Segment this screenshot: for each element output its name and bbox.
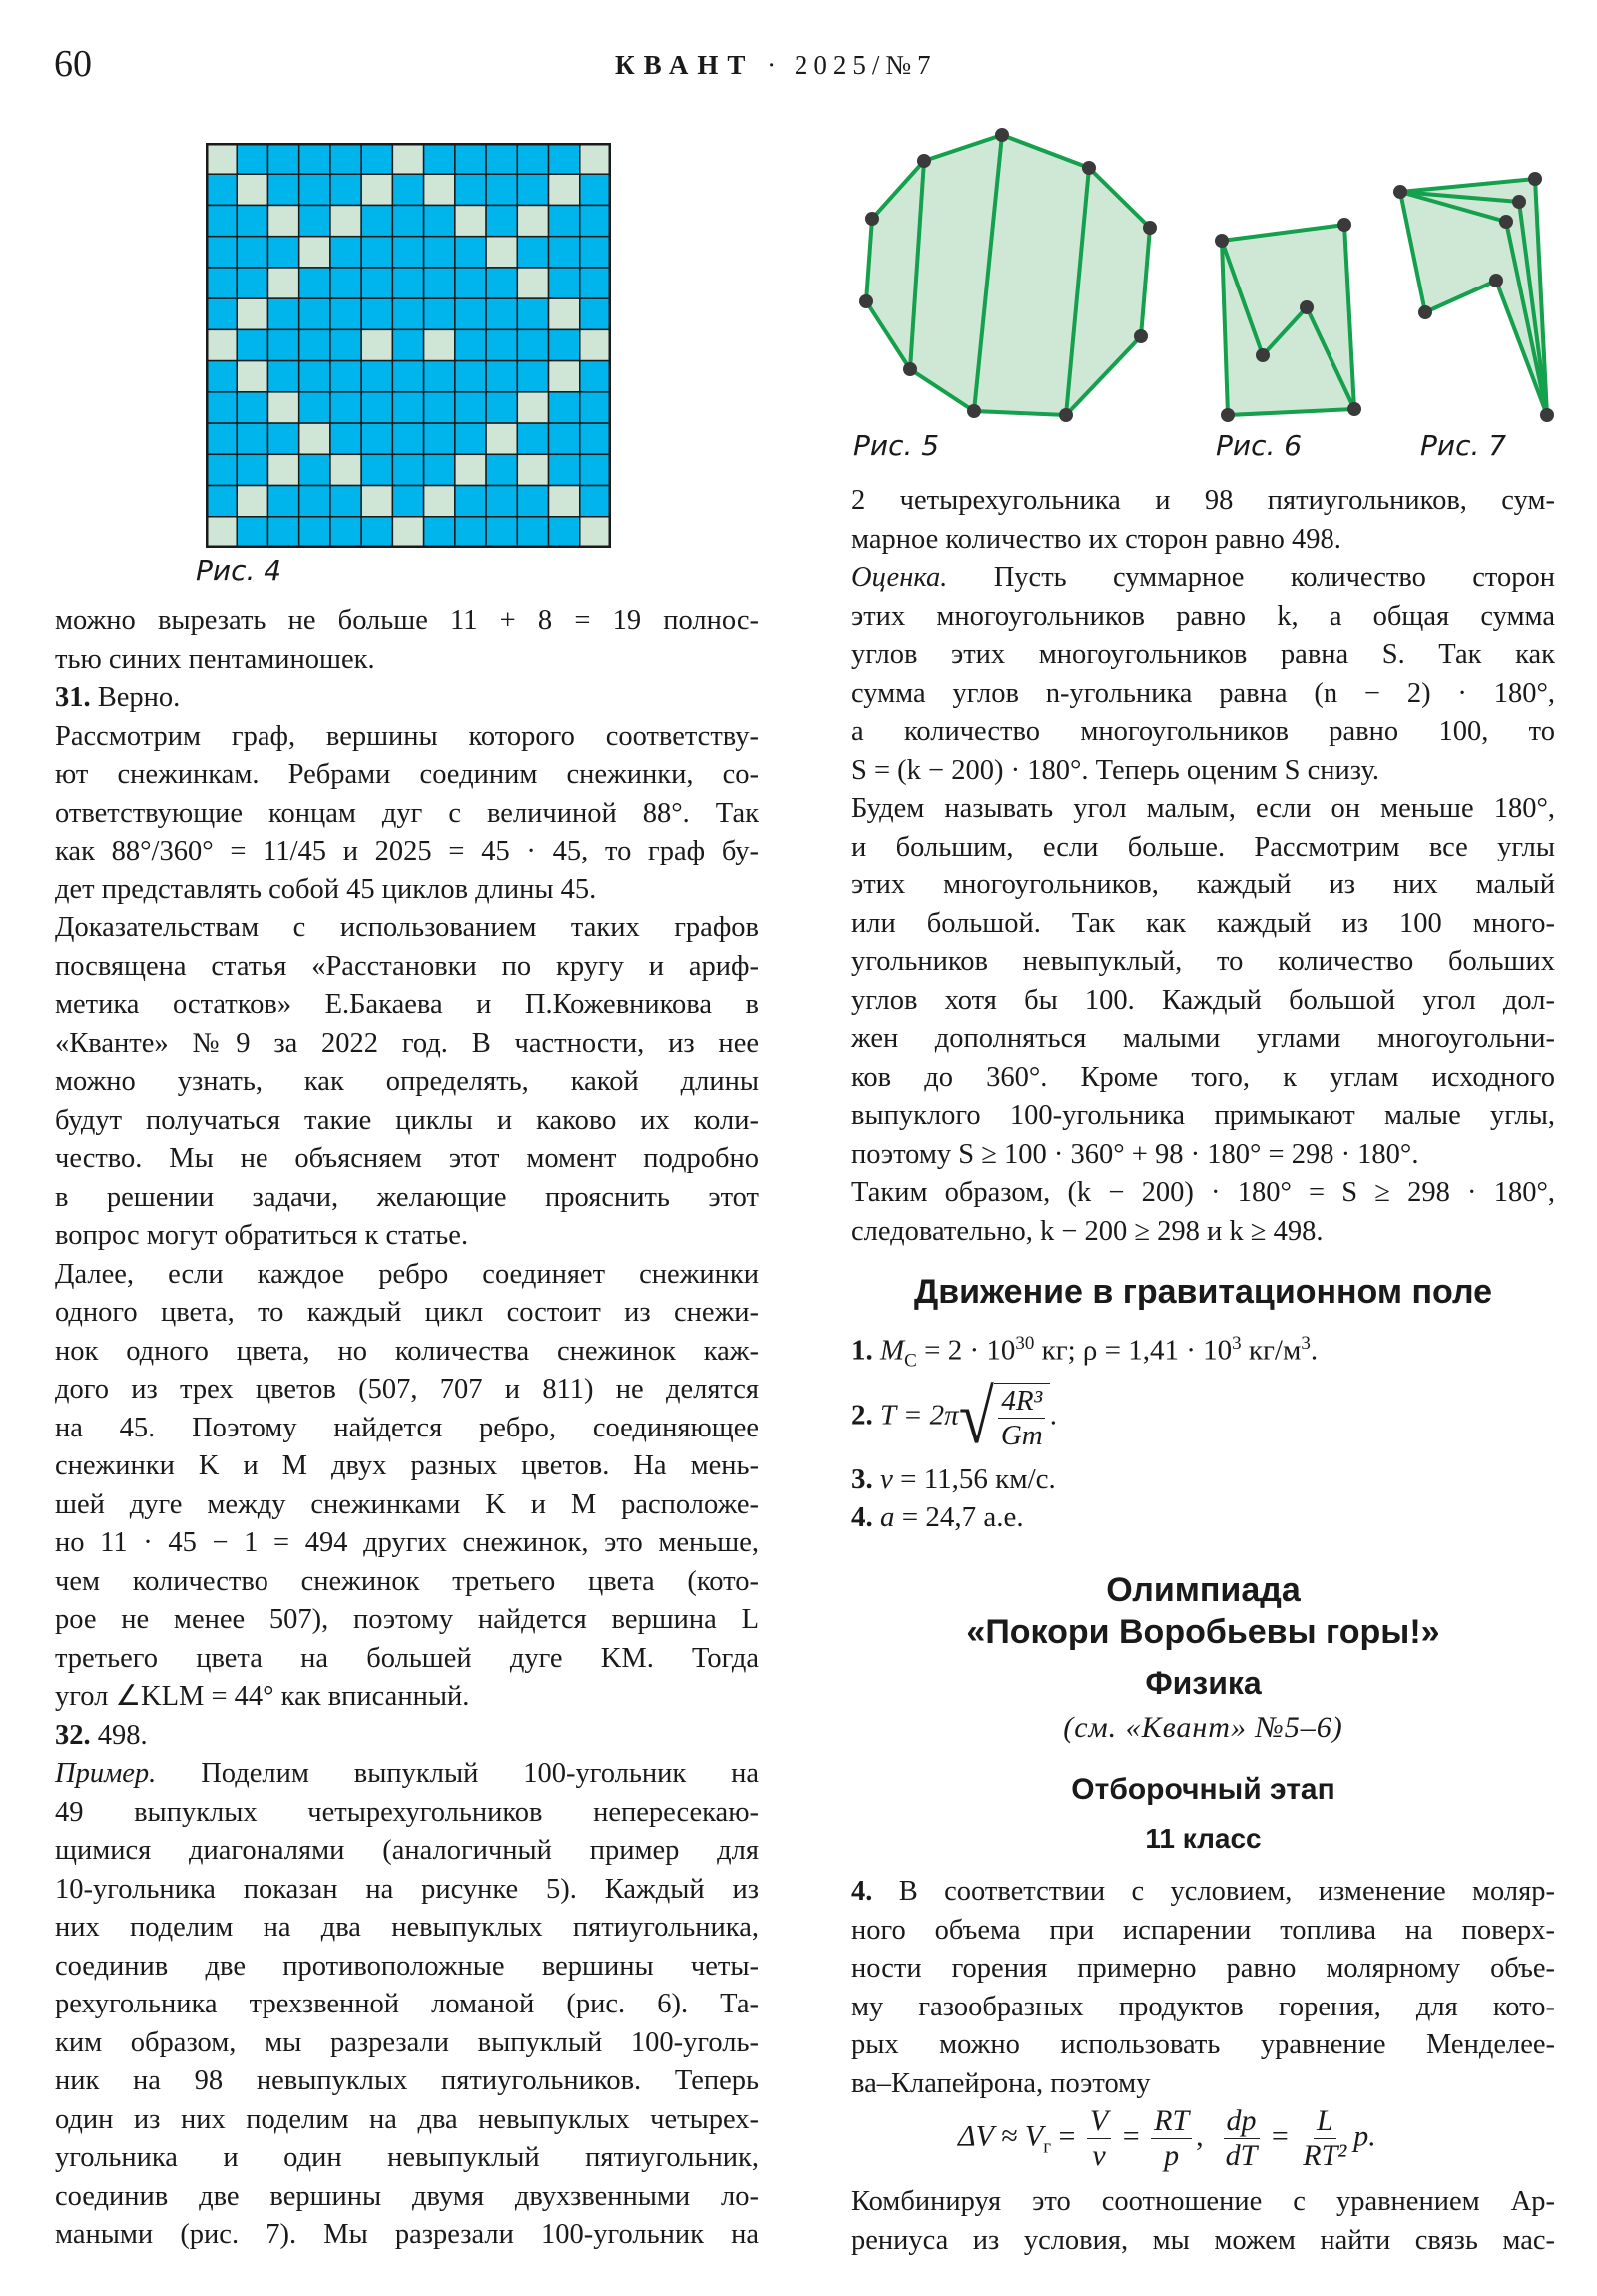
grid-cell-blue [361, 517, 392, 548]
text-line [55, 1063, 759, 1102]
line-text: Верно. [90, 682, 181, 713]
grade-heading: 11 класс [1145, 1823, 1262, 1854]
grid-cell-blue [361, 454, 392, 485]
line-text: шей дуге между снежинками K и M расположе- [55, 1488, 759, 1520]
answer-number: 3. [851, 1463, 873, 1495]
line-text: В соответствии с условием, изменение моляр- [872, 1876, 1555, 1907]
figure-6-quadrilateral [1222, 225, 1354, 415]
math-text: = 11,56 км/с. [892, 1463, 1056, 1495]
line-text: дет представлять собой 45 циклов длины 45. [55, 873, 597, 905]
text-line [851, 905, 1555, 944]
line-text: сумма углов n-угольника равна (n − 2) · 180°, [851, 677, 1555, 709]
line-text: ного объема при испарении топлива на поверх- [851, 1914, 1555, 1946]
line-text: нок одного цвета, но количества снежинок каж- [55, 1335, 759, 1367]
grid-cell-light [580, 517, 611, 548]
text-line [55, 718, 759, 757]
grid-cell-light [549, 486, 580, 517]
line-text: марное количество их сторон равно 498. [851, 523, 1341, 555]
text-line [55, 1871, 759, 1910]
line-text: снежинки K и M двух разных цветов. На мень- [55, 1450, 759, 1481]
text-line [851, 482, 1555, 521]
superscript: 3 [1301, 1333, 1311, 1354]
superscript: 30 [1015, 1333, 1035, 1354]
text-line [55, 2062, 759, 2101]
grid-cell-blue [549, 517, 580, 548]
line-text: одного цвета, то каждый цикл состоит из снежи- [55, 1297, 759, 1328]
right-column-text [851, 482, 1555, 1251]
grid-cell-blue [330, 517, 361, 548]
line-text: Таким образом, (k − 200) · 180° = S ≥ 298 · 180°, [851, 1177, 1555, 1208]
denominator: Gm [1000, 1420, 1043, 1451]
line-text: этих многоугольников, каждый из них малый [851, 869, 1555, 900]
line-text: Рассмотрим граф, вершины которого соответству- [55, 720, 759, 752]
separator: · [767, 50, 783, 80]
text-line [55, 2024, 759, 2063]
line-text: ют снежинкам. Ребрами соединим снежинки, со- [55, 759, 759, 790]
grid-cell-light [206, 517, 237, 548]
grid-cell-blue [424, 517, 455, 548]
grid-cell-light [237, 486, 267, 517]
line-text: рых можно использовать уравнение Менделее- [851, 2029, 1555, 2060]
line-text: жен дополняться малыми углами многоугольни- [851, 1023, 1555, 1054]
text-line [55, 679, 759, 718]
line-text: 10-угольника показан на рисунке 5). Каждый из [55, 1873, 759, 1905]
math-var: v [880, 1463, 893, 1495]
line-text: Будем называть угол малым, если он меньше 180°, [851, 793, 1555, 824]
text-line [55, 1640, 759, 1679]
text-line [55, 833, 759, 871]
text-line [55, 2178, 759, 2217]
figure-6-caption: Рис. 6 [1216, 429, 1303, 462]
grid-cell-blue [206, 486, 237, 517]
line-text: но 11 · 45 − 1 = 494 других снежинок, это меньше, [55, 1527, 759, 1558]
text-line [851, 2183, 1555, 2222]
text-line [851, 1136, 1555, 1175]
answer-4 [851, 1501, 1024, 1534]
text-line [851, 1873, 1555, 1912]
figure-4-caption: Рис. 4 [196, 554, 282, 587]
line-text: Комбинируя это соотношение с уравнением Ар- [851, 2186, 1555, 2217]
math-var: a [880, 1501, 895, 1533]
grid-cell-blue [237, 454, 267, 485]
math-text: кг; ρ = 1,41 · 10 [1034, 1334, 1233, 1367]
text-line [55, 1486, 759, 1525]
line-text: Пусть суммарное количество сторон [947, 562, 1555, 593]
math-text: T = 2π [880, 1399, 959, 1432]
line-text: следовательно, k − 200 ≥ 298 и k ≥ 498. [851, 1215, 1324, 1247]
line-text: маными (рис. 7). Мы разрезали 100-угольник на [55, 2219, 759, 2250]
grid-cell-blue [455, 486, 486, 517]
line-text: рое не менее 507), поэтому найдется вершина L [55, 1604, 759, 1635]
grid-cell-blue [299, 517, 330, 548]
italic-lead: Пример. [55, 1758, 157, 1789]
math-text: = 24,7 а.е. [894, 1501, 1024, 1533]
line-text: вопрос могут обратиться к статье. [55, 1220, 469, 1251]
answer-2: 2. T = 2π √ $\frac{\text{4R³}}{Gm}$ . [851, 1374, 1057, 1459]
text-line [55, 1717, 759, 1756]
grid-cell-light [392, 517, 423, 548]
olympiad-name: «Покори Воробьевы горы!» [966, 1613, 1440, 1651]
line-text: угольников невыпуклый, то количество больших [851, 946, 1555, 977]
page-number: 60 [54, 43, 92, 85]
line-text: на 45. Поэтому найдется ребро, соединяющее [55, 1412, 759, 1443]
text-line [55, 1410, 759, 1448]
text-line [851, 1174, 1555, 1213]
text-line [851, 2065, 1555, 2104]
text-line [851, 982, 1555, 1021]
line-text: ности горения примерно равно молярному объе- [851, 1953, 1555, 1984]
text-line [55, 1832, 759, 1871]
line-text: углов этих многоугольников равна S. Так как [851, 639, 1555, 670]
line-text: Поделим выпуклый 100-угольник на [156, 1758, 759, 1789]
math-var: M [880, 1334, 905, 1367]
line-text: один из них поделим на два невыпуклых четырех- [55, 2103, 759, 2135]
text-line [851, 521, 1555, 560]
text-line [55, 2216, 759, 2255]
text-line [851, 1097, 1555, 1136]
line-text: ков до 360°. Кроме того, к углам исходного [851, 1061, 1555, 1093]
line-text: Доказательствам с использованием таких графов [55, 912, 759, 943]
figure-7-caption: Рис. 7 [1420, 429, 1507, 462]
text-line [55, 795, 759, 834]
grid-cell-blue [517, 517, 548, 548]
answer-number: 2. [851, 1399, 873, 1432]
superscript: 3 [1232, 1333, 1242, 1354]
grid-cell-blue [299, 454, 330, 485]
line-text: Далее, если каждое ребро соединяет снежинки [55, 1258, 759, 1290]
line-text: «Кванте» №9 за 2022 год. В частности, из нее [55, 1027, 759, 1059]
figures-5-7 [0, 0, 1597, 439]
text-line [851, 675, 1555, 714]
line-text: поэтому S ≥ 100 · 360° + 98 · 180° = 298 · 180°. [851, 1138, 1419, 1170]
line-text: S = (k − 200) · 180°. Теперь оценим S снизу. [851, 754, 1379, 786]
olympiad-formula: $\Delta V \approx V_г$ = $\frac{V}{\nu}$ = $\frac{RT}{p}$ , $\frac{dp}{dT}$ = $\frac{L}{\text{RT²}}$ p. [958, 2104, 1376, 2172]
line-text: них поделим на два невыпуклых пятиугольника, [55, 1912, 759, 1943]
answer-3 [851, 1463, 1056, 1496]
grid-cell-blue [549, 454, 580, 485]
text-line [851, 1912, 1555, 1951]
olympiad-text [851, 1873, 1555, 2103]
text-line [55, 1563, 759, 1602]
grid-cell-blue [424, 454, 455, 485]
text-line [55, 756, 759, 795]
line-text: соединив две вершины двумя двухзвенными ло- [55, 2180, 759, 2212]
text-line [55, 1333, 759, 1372]
grid-cell-blue [267, 486, 298, 517]
reference: (см. «Квант» №5–6) [1063, 1711, 1343, 1744]
grid-cell-blue [517, 486, 548, 517]
text-line [55, 1179, 759, 1218]
olympiad-title: Олимпиада [1106, 1571, 1301, 1609]
numerator: 4R³ [998, 1384, 1045, 1419]
text-line [851, 790, 1555, 829]
line-text: углов хотя бы 100. Каждый большой угол дол- [851, 984, 1555, 1016]
text-line [851, 1213, 1555, 1252]
text-line [851, 752, 1555, 791]
italic-lead: Оценка. [851, 562, 948, 593]
line-text: третьего цвета на большей дуге KM. Тогда [55, 1642, 759, 1674]
text-line [55, 1909, 759, 1948]
line-text: щимися диагоналями (аналогичный пример для [55, 1835, 759, 1866]
grid-cell-blue [392, 486, 423, 517]
line-text: а количество многоугольников равно 100, то [851, 716, 1555, 747]
text-line [55, 948, 759, 987]
line-text: выпуклого 100-угольника примыкают малые углы, [851, 1100, 1555, 1131]
grid-cell-light [267, 454, 298, 485]
text-line [55, 1447, 759, 1486]
journal-name: КВАНТ [615, 50, 755, 80]
line-text: можно вырезать не больше 11 + 8 = 19 полнос- [55, 605, 759, 636]
line-text: ответствующие концам дуг с величиной 88°. Так [55, 797, 759, 829]
line-text: дого из трех цветов (507, 707 и 811) не делятся [55, 1374, 759, 1405]
text-line [851, 943, 1555, 982]
grid-cell-blue [267, 517, 298, 548]
text-line [55, 1948, 759, 1987]
text-line [55, 1678, 759, 1717]
text-line [55, 1524, 759, 1563]
text-line [851, 559, 1555, 598]
text-line [851, 1059, 1555, 1098]
section-heading-gravity: Движение в гравитационном поле [913, 1273, 1492, 1311]
problem-number: 4. [851, 1876, 873, 1907]
text-line [55, 1794, 759, 1833]
answer-number: 1. [851, 1334, 873, 1367]
text-line [55, 1102, 759, 1141]
text-line [55, 1217, 759, 1256]
line-text: или большой. Так как каждый из 100 много- [851, 907, 1555, 939]
line-text: ник на 98 невыпуклых пятиугольников. Теперь [55, 2065, 759, 2096]
text-line [851, 1989, 1555, 2027]
problem-number: 31. [55, 682, 91, 713]
text-line [55, 1256, 759, 1295]
line-text: ва–Клапейрона, поэтому [851, 2067, 1151, 2099]
text-line [55, 1140, 759, 1179]
figure-7-pentagon [1400, 179, 1547, 415]
line-text: как 88°/360° = 11/45 и 2025 = 45 · 45, то граф бу- [55, 836, 759, 866]
figure-5-caption: Рис. 5 [853, 429, 940, 462]
text-line [55, 986, 759, 1025]
line-text: 49 выпуклых четырехугольников непересекаю- [55, 1796, 759, 1828]
text-line [55, 871, 759, 910]
line-text: можно узнать, как определять, какой длины [55, 1066, 759, 1097]
text-line [55, 1025, 759, 1064]
problem-number: 32. [55, 1719, 91, 1751]
left-column-text [55, 602, 759, 2255]
line-text: му газообразных продуктов горения, для кото- [851, 1991, 1555, 2022]
grid-cell-light [455, 454, 486, 485]
answer-number: 4. [851, 1501, 873, 1533]
line-text: посвящена статья «Расстановки по кругу и ариф- [55, 950, 759, 982]
line-text: 2 четырехугольника и 98 пятиугольников, сум- [851, 485, 1555, 516]
grid-cell-blue [486, 454, 517, 485]
olympiad-text-continued [851, 2183, 1555, 2260]
subscript: C [904, 1350, 917, 1372]
text-line [851, 598, 1555, 637]
text-line [55, 641, 759, 680]
grid-cell-blue [330, 486, 361, 517]
text-line [55, 2139, 759, 2178]
grid-cell-light [330, 454, 361, 485]
text-line [55, 1755, 759, 1794]
line-text: чем количество снежинок третьего цвета (кото- [55, 1565, 759, 1597]
grid-cell-blue [580, 486, 611, 517]
text-line [55, 2101, 759, 2140]
text-line [55, 1294, 759, 1333]
line-text: рехугольника трехзвенной ломаной (рис. 6). Та- [55, 1989, 759, 2019]
text-line [851, 713, 1555, 752]
text-line [851, 636, 1555, 675]
subject-heading: Физика [1145, 1665, 1262, 1701]
grid-cell-light [424, 486, 455, 517]
grid-cell-blue [486, 486, 517, 517]
line-text: угольника и один невыпуклый пятиугольник, [55, 2142, 759, 2173]
line-text: и большим, если больше. Рассмотрим все углы [851, 831, 1555, 862]
text-line [55, 1986, 759, 2024]
stage-heading: Отборочный этап [1071, 1773, 1335, 1806]
answer-1 [851, 1333, 1318, 1372]
grid-cell-light [517, 454, 548, 485]
grid-cell-blue [392, 454, 423, 485]
line-text: тью синих пентаминошек. [55, 643, 375, 675]
line-text: соединив две противоположные вершины четы- [55, 1950, 759, 1982]
line-text: рениуса из условия, мы можем найти связь мас- [851, 2224, 1555, 2256]
line-text: в решении задачи, желающие прояснить этот [55, 1181, 759, 1213]
text-line [851, 2026, 1555, 2065]
line-text: угол ∠KLM = 44° как вписанный. [55, 1681, 470, 1712]
math-text: . [1310, 1334, 1319, 1367]
grid-cell-blue [299, 486, 330, 517]
grid-cell-blue [486, 517, 517, 548]
text-line [851, 829, 1555, 867]
line-text: метика остатков» Е.Бакаева и П.Кожевникова в [55, 989, 759, 1020]
line-text: этих многоугольников равно k, а общая сумма [851, 600, 1555, 632]
text-line [55, 909, 759, 948]
text-line [851, 1950, 1555, 1989]
line-text: чество. Мы не объясняем этот момент подробно [55, 1143, 759, 1174]
grid-cell-blue [237, 517, 267, 548]
text-line [55, 1601, 759, 1640]
text-line [851, 2222, 1555, 2261]
text-line [55, 1371, 759, 1410]
issue-number: 2025/№7 [794, 50, 937, 80]
text-line [851, 1020, 1555, 1059]
line-text: ким образом, мы разрезали выпуклый 100-уголь- [55, 2026, 759, 2058]
grid-cell-blue [580, 454, 611, 485]
math-text: кг/м [1241, 1334, 1302, 1367]
line-text: будут получаться такие циклы и каково их коли- [55, 1104, 759, 1136]
grid-cell-blue [455, 517, 486, 548]
square-root: √ $\frac{\text{4R³}}{Gm}$ [959, 1383, 1050, 1452]
grid-cell-blue [206, 454, 237, 485]
text-line [55, 602, 759, 641]
text-line [851, 866, 1555, 905]
math-text: = 2 · 10 [916, 1334, 1016, 1367]
line-text: 498. [90, 1719, 148, 1751]
grid-cell-light [361, 486, 392, 517]
